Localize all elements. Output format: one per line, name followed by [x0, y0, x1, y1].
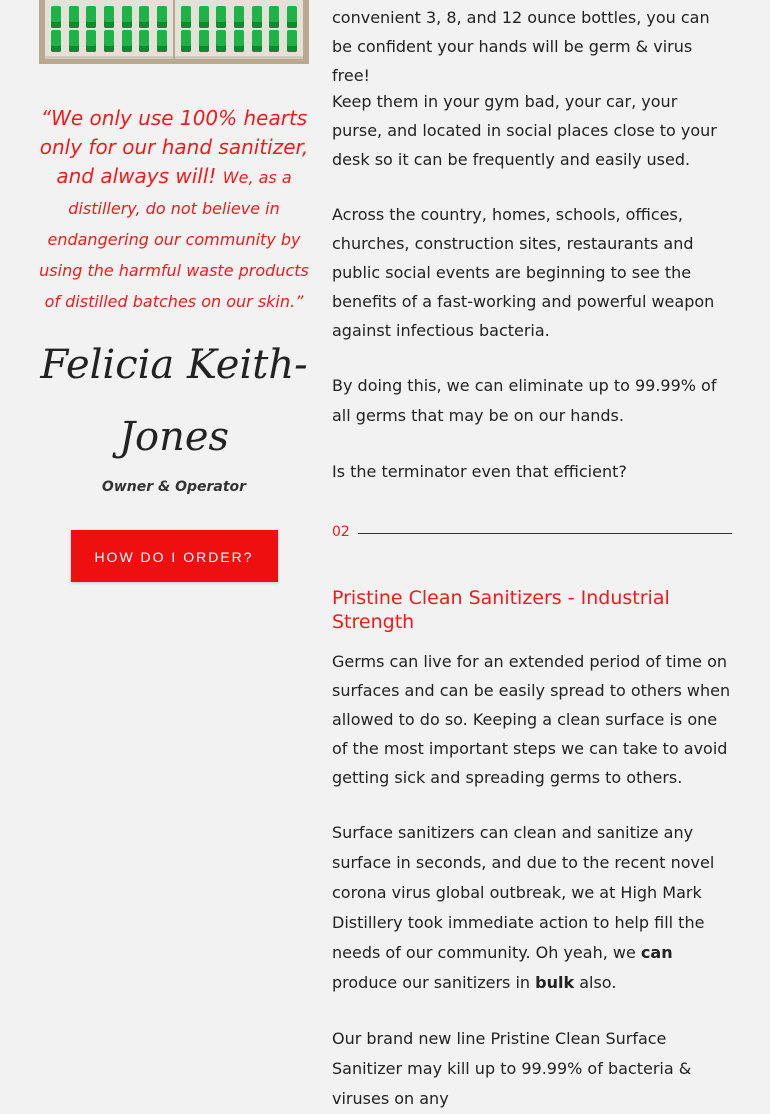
testimonial-quote: [39, 104, 309, 317]
section-heading: Pristine Clean Sanitizers - Industrial Strength: [332, 587, 670, 633]
how-do-i-order-button[interactable]: HOW DO I ORDER?: [71, 530, 278, 582]
paragraph-text: Surface sanitizers can clean and sanitize any surface in seconds, and due to the recent novel corona virus global outbreak, we at High Mark Distillery took immediate action to help fill the needs of our community. Oh yeah, we: [332, 823, 715, 962]
paragraph: Is the terminator even that efficient?: [332, 462, 627, 481]
paragraph: Germs can live for an extended period of time on surfaces and can be easily spread to others when allowed to do so. Keeping a clean surface is one of the most important steps we can take to avoid getting sick and spreading germs to others.: [332, 652, 731, 787]
bottle-tray: [45, 0, 173, 59]
emphasis-bulk: bulk: [535, 973, 575, 992]
paragraph-text: produce our sanitizers in: [332, 973, 531, 992]
paragraph-text: also.: [579, 973, 617, 992]
quote-small: We, as a distillery, do not believe in endangering our community by using the harmful waste products of distilled batches on our skin.”: [39, 168, 309, 311]
emphasis-can: can: [640, 943, 673, 962]
paragraph: Keep them in your gym bad, your car, your purse, and located in social places close to your desk so it can be frequently and easily used.: [332, 92, 717, 169]
section-number: 02: [332, 524, 350, 540]
paragraph: Across the country, homes, schools, offices, churches, construction sites, restaurants and public social events are beginning to see the benefits of a fast-working and powerful weapon against infectious bacteria.: [332, 205, 715, 340]
product-photo: [39, 0, 309, 64]
bottle-tray: [175, 0, 303, 59]
paragraph: [332, 818, 732, 998]
testimonial: [39, 104, 309, 582]
paragraph: convenient 3, 8, and 12 ounce bottles, you can be confident your hands will be germ & virus free!: [332, 8, 710, 85]
paragraph: Our brand new line Pristine Clean Surface Sanitizer may kill up to 99.99% of bacteria & viruses on any: [332, 1029, 692, 1108]
section-divider: [332, 524, 732, 544]
divider-line: [358, 533, 732, 534]
paragraph: By doing this, we can eliminate up to 99.99% of all germs that may be on our hands.: [332, 376, 717, 425]
quote-large: “We only use 100% hearts only for our hand sanitizer, and always will!: [39, 106, 309, 188]
author-role: Owner & Operator: [101, 479, 247, 495]
testimonial-author: Felicia Keith-Jones: [40, 342, 308, 460]
